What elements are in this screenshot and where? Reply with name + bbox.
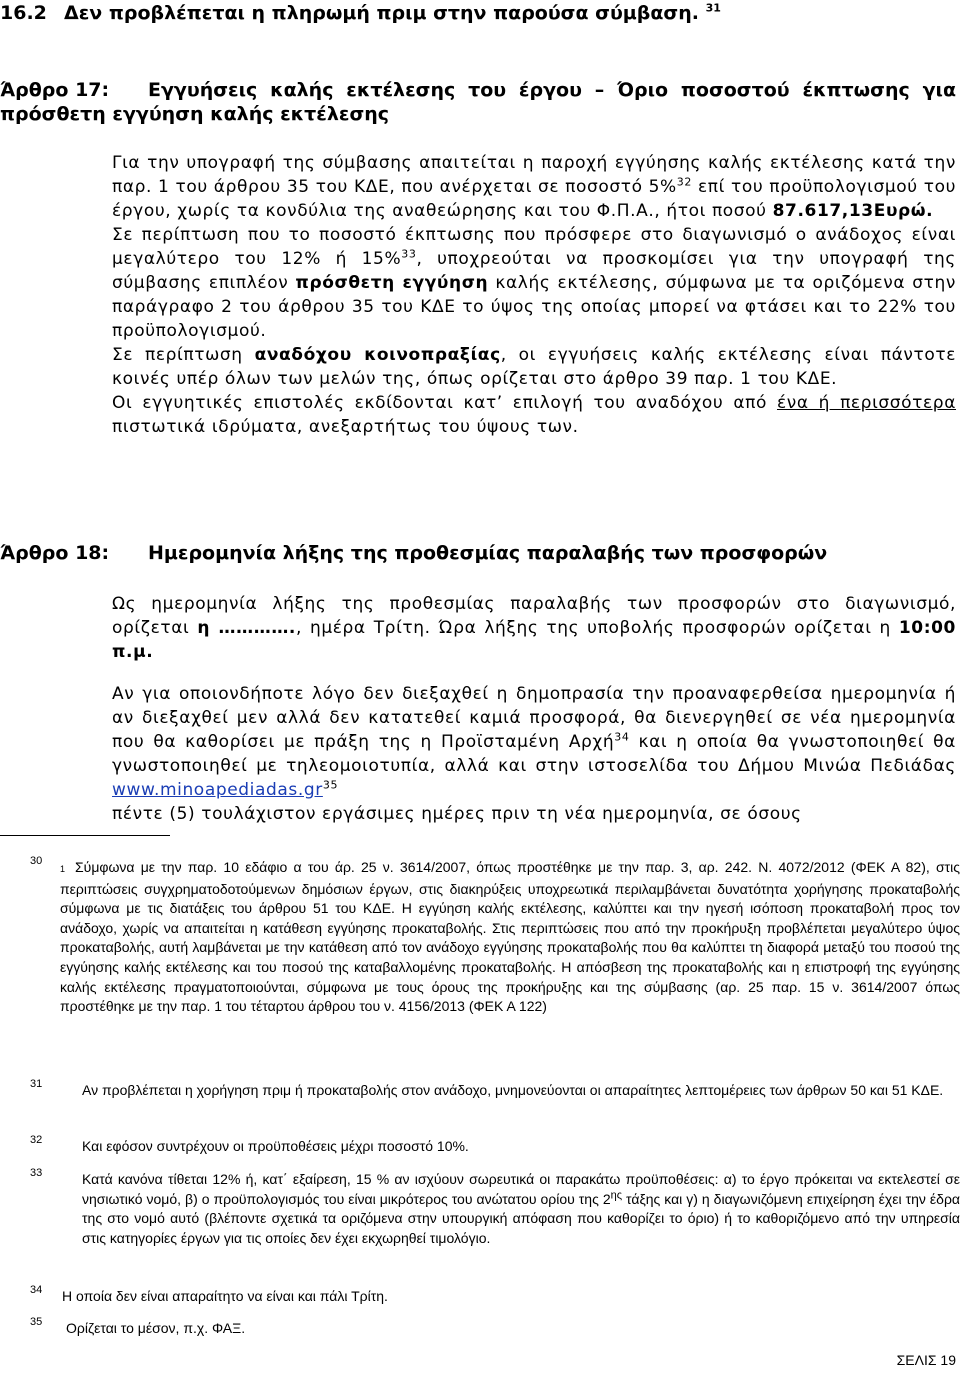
section-number: 16.2 [0, 2, 47, 24]
article-18-heading [0, 541, 956, 565]
footnote-separator [0, 835, 170, 836]
article-18-label: Άρθρο 18: [0, 542, 110, 564]
paragraph-text: , υποχρεούται να προσκομίσει για την υπογραφή της σύμβασης επιπλέον [112, 249, 956, 293]
footnote-body: Ορίζεται το μέσον, π.χ. ΦΑΞ. [66, 1320, 246, 1336]
footnote-31 [0, 1078, 960, 1101]
underlined-text: ένα ή περισσότερα [776, 393, 957, 413]
paragraph-text: καλής εκτέλεσης, σύμφωνα με τα οριζόμενα στην παράγραφο 2 του άρθρου 35 του ΚΔΕ το ύψος της οποίας μπορεί να φτάσει και το 22% του προϋπολογισμού. [112, 273, 956, 341]
footnote-body [82, 1170, 960, 1248]
footnote-ref: 33 [401, 247, 417, 261]
footnote-30 [0, 855, 960, 1017]
footnote-33 [0, 1167, 960, 1248]
article-17-paragraph-4 [112, 391, 956, 439]
article-17-paragraph-1 [112, 151, 956, 223]
footnote-32 [0, 1134, 960, 1157]
footnote-35 [0, 1316, 960, 1339]
article-17-paragraph-2 [112, 223, 956, 343]
footnote-34 [0, 1284, 960, 1307]
article-18-title: Ημερομηνία λήξης της προθεσμίας παραλαβής των προσφορών [148, 542, 828, 564]
amount-text: 87.617,13Ευρώ. [772, 201, 934, 221]
footnote-ref: 31 [705, 1, 721, 15]
section-heading [0, 2, 721, 24]
footnote-number: 32 [30, 1134, 43, 1146]
footnote-number: 35 [30, 1316, 43, 1328]
website-link[interactable]: www.minoapediadas.gr [112, 780, 323, 800]
footnote-body: Αν προβλέπεται η χορήγηση πριμ ή προκαταβολής στον ανάδοχο, μνημονεύονται οι απαραίτητες λεπτομέρειες των άρθρων 50 και 51 ΚΔΕ. [82, 1082, 944, 1098]
article-17-label: Άρθρο 17: [0, 79, 110, 101]
footnote-number: 33 [30, 1167, 43, 1179]
article-17-body [112, 151, 956, 439]
paragraph-text: Σε περίπτωση [112, 345, 255, 365]
footnote-text [60, 858, 960, 1017]
section-title: Δεν προβλέπεται η πληρωμή πριμ στην παρούσα σύμβαση. [64, 2, 699, 24]
paragraph-text: Οι εγγυητικές επιστολές εκδίδονται κατ’ επιλογή του αναδόχου από [112, 393, 777, 413]
footnote-ref: 34 [614, 730, 630, 744]
footnote-text: τάξης και γ) η διαγωνιζόμενη επιχείρηση έχει την έδρα της στο νομό αυτό (βλέποντε σχετικά τα οριζόμενα στην υπουργική απόφαση που καθορίζει το όριο) ή το καθοριζόμενο από την υπηρεσία στις κατηγορίες έργων για τις οποίες δεν έχει εκχωρηθεί τιμολόγιο. [82, 1190, 960, 1246]
paragraph-text: , οι εγγυήσεις καλής εκτέλεσης είναι πάντοτε κοινές υπέρ όλων των μελών της, όπως ορίζεται στο άρθρο 39 παρ. 1 του ΚΔΕ. [112, 345, 956, 389]
paragraph-text: και η οποία θα γνωστοποιηθεί θα γνωστοποιηθεί με τηλεομοιοτυπία, αλλά και στην ιστοσελίδα του Δήμου Μινώα Πεδιάδας [112, 732, 956, 776]
footnote-ref: 35 [322, 778, 339, 792]
paragraph-text: Σε περίπτωση που το ποσοστό έκπτωσης που πρόσφερε στο διαγωνισμό ο ανάδοχος είναι μεγαλύτερο του 12% ή 15% [112, 225, 956, 269]
paragraph-text: πέντε (5) τουλάχιστον εργάσιμες ημέρες πριν τη νέα ημερομηνία, σε όσους [112, 804, 802, 824]
footnote-number: 30 [30, 855, 43, 867]
footnote-number: 34 [30, 1284, 43, 1296]
footnote-body: Και εφόσον συντρέχουν οι προϋποθέσεις μέχρι ποσοστό 10%. [82, 1138, 469, 1154]
footnote-ref: 32 [676, 175, 692, 189]
article-17-heading [0, 78, 956, 126]
bold-text: πρόσθετη εγγύηση [295, 273, 489, 293]
paragraph-text: επί του προϋπολογισμού του έργου, χωρίς τα κονδύλια της αναθεώρησης και του Φ.Π.Α., ήτοι ποσού [112, 177, 957, 221]
bold-text: 10:00 π.μ. [112, 618, 956, 662]
bold-text: αναδόχου κοινοπραξίας [254, 345, 501, 365]
footnote-number: 31 [30, 1078, 43, 1090]
paragraph-text: πιστωτικά ιδρύματα, ανεξαρτήτως του ύψους των. [112, 417, 579, 437]
footnote-body: Η οποία δεν είναι απαραίτητο να είναι και πάλι Τρίτη. [62, 1288, 388, 1304]
article-18-paragraph-2 [112, 682, 956, 826]
article-17-title: Εγγυήσεις καλής εκτέλεσης του έργου – Όριο ποσοστού έκπτωσης για πρόσθετη εγγύηση καλής εκτέλεσης [0, 79, 956, 125]
article-17-paragraph-3 [112, 343, 956, 391]
bold-text: η …………. [197, 618, 296, 638]
footnote-mark: 1 [60, 864, 66, 874]
paragraph-text: Αν για οποιονδήποτε λόγο δεν διεξαχθεί η δημοπρασία την προαναφερθείσα ημερομηνία ή αν διεξαχθεί μεν αλλά δεν κατατεθεί καμιά προσφορά, θα διενεργηθεί σε νέα ημερομηνία που θα καθορίσει με πράξη της η Προϊσταμένη Αρχή [112, 684, 956, 752]
article-18-paragraph-1 [112, 592, 956, 664]
footnote-text: Κατά κανόνα τίθεται 12% ή, κατ΄ εξαίρεση, 15 % αν ισχύουν σωρευτικά οι παρακάτω προϋποθέσεις: α) το έργο πρόκειται να εκτελεστεί σε νησιωτικό νομό, β) ο προϋπολογισμός του είναι μικρότερος του ανώτατου ορίου της 2 [82, 1171, 960, 1207]
page-number: ΣΕΛΙΣ 19 [896, 1352, 956, 1368]
article-18-body [112, 592, 956, 826]
paragraph-text: , ημέρα Τρίτη. Ώρα λήξης της υποβολής προσφορών ορίζεται η [295, 618, 899, 638]
paragraph-text: Ως ημερομηνία λήξης της προθεσμίας παραλαβής των προσφορών στο διαγωνισμό, ορίζεται [112, 594, 956, 638]
footnote-body: Σύμφωνα με την παρ. 10 εδάφιο α του άρ. 25 ν. 3614/2007, όπως προστέθηκε με την παρ. 3, αρ. 242. Ν. 4072/2012 (ΦΕΚ Α 82), στις περιπτώσεις συγχρηματοδοτούμενων δημόσιων έργων, στις διακηρύξεις υποχρεωτικά περιλαμβάνεται δυνατότητα χορήγησης προκαταβολής σύμφωνα με τις διατάξεις του άρθρου 51 του ΚΔΕ. Η εγγύηση καλής εκτέλεσης, καλύπτει και την ηγεσή ισόποση προκαταβολή προς τον ανάδοχο, χωρίς να απαιτείται η κατάθεση εγγύησης προκαταβολής. Στις περιπτώσεις που από την προκήρυξη προβλέπεται μεγαλύτερο ύψος προκαταβολής, αυτή λαμβάνεται με την κατάθεση από τον ανάδοχο εγγύησης προκαταβολής που θα καλύπτει τη διαφορά μεταξύ του ποσού της εγγύησης καλής εκτέλεσης και του ποσού της καταβαλλομένης προκαταβολής. Η απόσβεση της προκαταβολής και η επιστροφή της εγγύησης καλής εκτέλεσης πραγματοποιούνται, σύμφωνα με τους όρους της προκήρυξης και της σύμβασης (αρ. 25 παρ. 15 ν. 3614/2007 όπως προστέθηκε με την παρ. 1 του τέταρτου άρθρου του ν. 4156/2013 (ΦΕΚ Α 122) [60, 859, 960, 1015]
paragraph-text: Για την υπογραφή της σύμβασης απαιτείται η παροχή εγγύησης καλής εκτέλεσης κατά την παρ. 1 του άρθρου 35 του ΚΔΕ, που ανέρχεται σε ποσοστό 5% [112, 153, 956, 197]
superscript: ης [610, 1188, 623, 1201]
